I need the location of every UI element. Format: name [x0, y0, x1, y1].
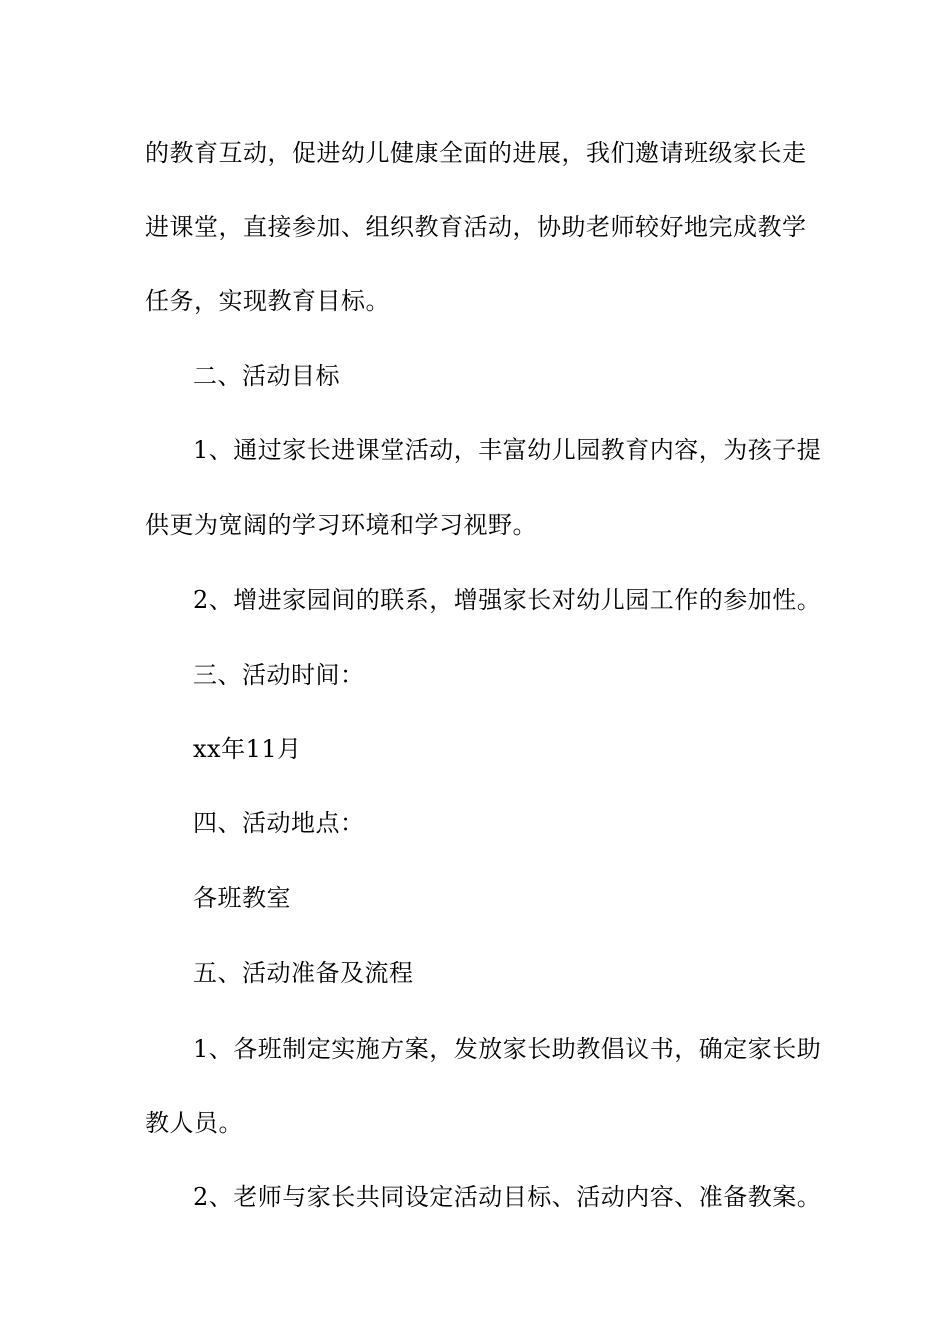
paragraph-line: 各班教室	[193, 884, 291, 912]
paragraph-line: 进课堂，直接参加、组织教育活动，协助老师较好地完成教学	[145, 213, 807, 241]
list-item-line: 教人员。	[145, 1109, 243, 1137]
section-heading: 四、活动地点：	[193, 809, 365, 837]
section-heading: 五、活动准备及流程	[193, 959, 414, 987]
list-item-line: 1、各班制定实施方案，发放家长助教倡议书，确定家长助	[193, 1035, 822, 1063]
section-heading: 二、活动目标	[193, 362, 340, 390]
list-item-line: 1、通过家长进课堂活动，丰富幼儿园教育内容，为孩子提	[193, 436, 822, 464]
list-item-line: 2、增进家园间的联系，增强家长对幼儿园工作的参加性。	[193, 586, 822, 614]
list-item-line: 2、老师与家长共同设定活动目标、活动内容、准备教案。	[193, 1183, 822, 1211]
paragraph-line: 的教育互动，促进幼儿健康全面的进展，我们邀请班级家长走	[145, 139, 807, 167]
paragraph-line: 任务，实现教育目标。	[145, 287, 390, 315]
paragraph-line: xx年11月	[193, 735, 302, 763]
list-item-line: 供更为宽阔的学习环境和学习视野。	[145, 511, 537, 539]
section-heading: 三、活动时间：	[193, 661, 365, 689]
